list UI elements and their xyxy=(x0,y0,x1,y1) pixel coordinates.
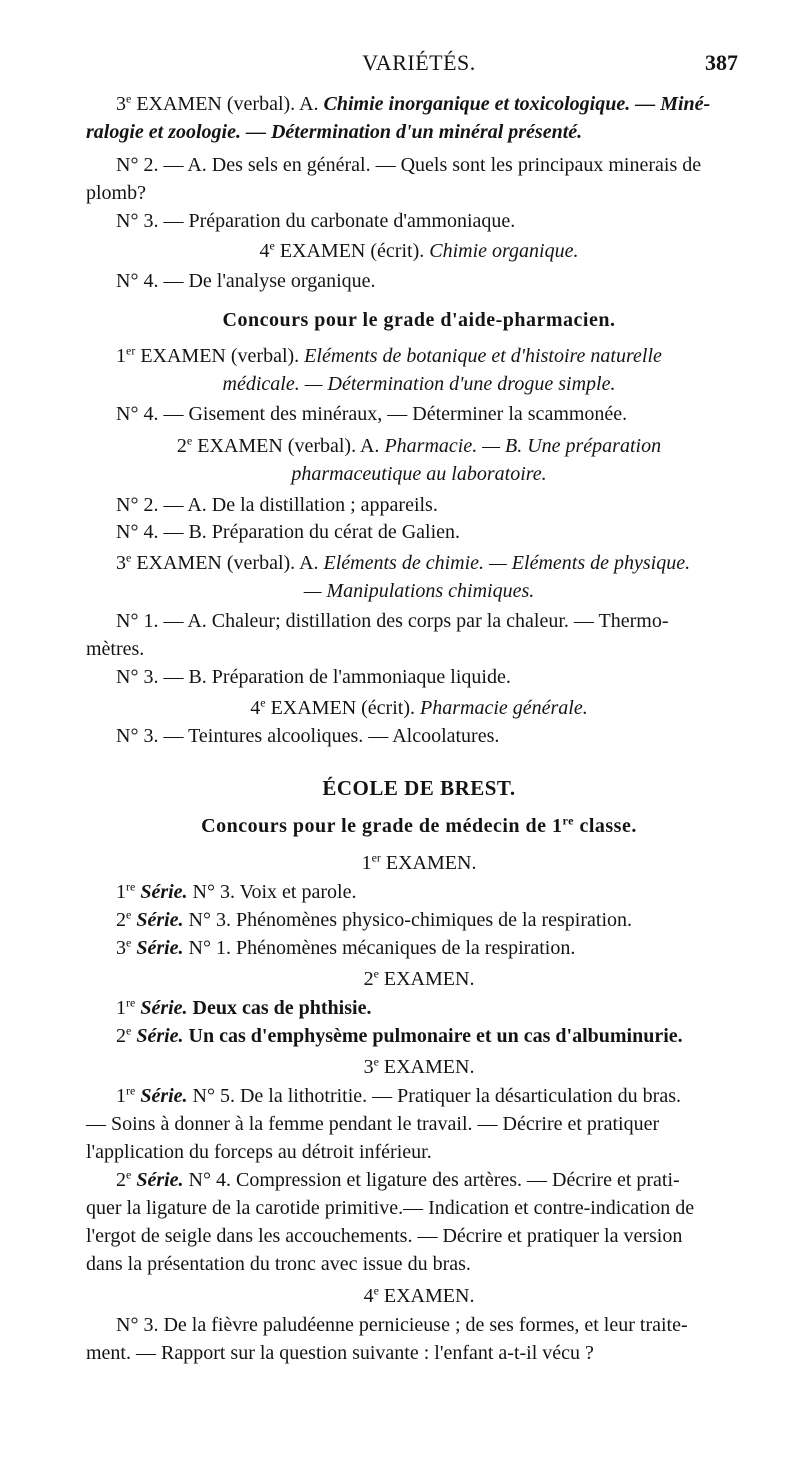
exam-label: EXAMEN. xyxy=(378,1285,475,1307)
ordinal-sup: e xyxy=(126,550,132,565)
ordinal-sup: re xyxy=(562,813,574,828)
series-label: Série. xyxy=(135,1085,188,1107)
question-n4: N° 4. — Gisement des minéraux, — Déterminer la scammonée. xyxy=(116,403,628,425)
series-1-cont2: l'application du forceps au détroit inférieur. xyxy=(86,1141,432,1163)
title-text-end: classe. xyxy=(573,815,637,837)
series-label: Série. xyxy=(135,881,188,903)
exam-subject: Chimie organique. xyxy=(429,240,579,262)
question-n3: N° 3. De la fièvre paludéenne pernicieuse ; de ses formes, et leur traite- xyxy=(116,1314,688,1336)
exam-number: 4 xyxy=(250,697,261,719)
series-text: N° 3. Voix et parole. xyxy=(187,881,357,903)
exam-number: 3 xyxy=(116,552,126,574)
exam-subject: Eléments de chimie. — Eléments de physique. xyxy=(323,552,691,574)
exam-number: 2 xyxy=(176,435,187,457)
ordinal-sup: er xyxy=(371,850,381,865)
exam-2-heading xyxy=(86,965,752,993)
series-label: Série. xyxy=(131,937,184,959)
series-label: Série. xyxy=(135,997,188,1019)
series-2 xyxy=(86,1022,752,1050)
exam-label: EXAMEN (écrit). xyxy=(265,697,420,719)
ordinal-sup: e xyxy=(260,695,266,710)
exam-number: 1 xyxy=(361,852,372,874)
exam-subject: Eléments de botanique et d'histoire naturelle xyxy=(304,345,662,367)
series-text: N° 5. De la lithotritie. — Pratiquer la désarticulation du bras. xyxy=(187,1085,681,1107)
exam-4-heading xyxy=(86,1282,752,1310)
series-1-cont: — Soins à donner à la femme pendant le travail. — Décrire et pratiquer xyxy=(86,1113,660,1135)
series-2-cont3: dans la présentation du tronc avec issue du bras. xyxy=(86,1253,471,1275)
exam-label: EXAMEN (verbal). A. xyxy=(131,552,324,574)
page-number: 387 xyxy=(705,50,738,75)
question-n3: N° 3. — Préparation du carbonate d'ammoniaque. xyxy=(116,210,516,232)
question-n3-cont: ment. — Rapport sur la question suivante : l'enfant a-t-il vécu ? xyxy=(86,1342,594,1364)
exam-number: 4 xyxy=(363,1285,374,1307)
running-title: VARIÉTÉS. xyxy=(362,50,476,75)
ordinal-sup: e xyxy=(126,1167,132,1182)
exam-1-subject-cont: médicale. — Détermination d'une drogue simple. xyxy=(222,373,616,395)
exam-label: EXAMEN. xyxy=(378,968,475,990)
series-text: N° 4. Compression et ligature des artères. — Décrire et prati- xyxy=(183,1169,680,1191)
ordinal-sup: e xyxy=(373,1054,379,1069)
exam-1-heading xyxy=(86,849,752,877)
concours-medecin-title xyxy=(86,812,752,840)
ordinal-sup: e xyxy=(186,433,193,448)
exam-subject: Pharmacie générale. xyxy=(420,697,588,719)
series-text: Un cas d'emphysème pulmonaire et un cas d'albuminurie. xyxy=(183,1025,683,1047)
series-2 xyxy=(86,1166,752,1194)
series-3 xyxy=(86,934,752,962)
series-text: N° 1. Phénomènes mécaniques de la respiration. xyxy=(183,937,576,959)
exam-4-heading xyxy=(86,237,752,265)
series-label: Série. xyxy=(131,909,184,931)
question-n4b: N° 4. — B. Préparation du cérat de Galien. xyxy=(116,521,461,543)
ordinal-sup: e xyxy=(373,966,379,981)
series-2-cont: quer la ligature de la carotide primitive.— Indication et contre-indication de xyxy=(86,1197,695,1219)
school-title: ÉCOLE DE BREST. xyxy=(322,776,516,800)
ordinal-sup: e xyxy=(126,1023,132,1038)
exam-3-heading xyxy=(86,90,752,118)
exam-3-subject-cont: — Manipulations chimiques. xyxy=(303,580,535,602)
concours-aide-pharmacien-title: Concours pour le grade d'aide-pharmacien. xyxy=(222,309,616,331)
question-n1: N° 1. — A. Chaleur; distillation des corps par la chaleur. — Thermo- xyxy=(116,610,669,632)
series-text: Deux cas de phthisie. xyxy=(187,997,372,1019)
series-text: N° 3. Phénomènes physico-chimiques de la respiration. xyxy=(183,909,633,931)
series-1 xyxy=(86,1082,752,1110)
exam-2-subject-cont: pharmaceutique au laboratoire. xyxy=(291,463,547,485)
question-n3b: N° 3. — Teintures alcooliques. — Alcoolatures. xyxy=(116,725,500,747)
ordinal-sup: er xyxy=(126,343,136,358)
ordinal-sup: e xyxy=(126,907,132,922)
exam-4-heading xyxy=(86,694,752,722)
exam-number: 2 xyxy=(363,968,374,990)
series-2 xyxy=(86,906,752,934)
exam-label: EXAMEN. xyxy=(378,1056,475,1078)
exam-label: EXAMEN (verbal). xyxy=(135,345,305,367)
exam-number: 1 xyxy=(116,345,126,367)
exam-label: EXAMEN (verbal). A. xyxy=(131,93,324,115)
series-number: 1 xyxy=(116,997,126,1019)
exam-label: EXAMEN (écrit). xyxy=(274,240,430,262)
exam-3-subject-cont: ralogie et zoologie. — Détermination d'un minéral présenté. xyxy=(86,121,583,143)
exam-2-heading xyxy=(86,432,752,460)
series-number: 2 xyxy=(116,1025,126,1047)
exam-subject: Chimie inorganique et toxicologique. — Miné- xyxy=(323,93,711,115)
ordinal-sup: e xyxy=(126,935,132,950)
exam-label: EXAMEN (verbal). A. xyxy=(192,435,385,457)
series-number: 3 xyxy=(116,937,126,959)
exam-3-heading xyxy=(86,549,752,577)
series-label: Série. xyxy=(131,1025,184,1047)
exam-number: 3 xyxy=(116,93,126,115)
question-n1-cont: mètres. xyxy=(86,638,145,660)
question-n2: N° 2. — A. Des sels en général. — Quels sont les principaux minerais de xyxy=(116,154,702,176)
question-n2-cont: plomb? xyxy=(86,182,146,204)
ordinal-sup: e xyxy=(373,1283,379,1298)
exam-number: 3 xyxy=(363,1056,374,1078)
exam-1-heading xyxy=(86,342,752,370)
series-number: 2 xyxy=(116,909,126,931)
ordinal-sup: re xyxy=(126,879,136,894)
question-n2: N° 2. — A. De la distillation ; appareils. xyxy=(116,494,438,516)
question-n3: N° 3. — B. Préparation de l'ammoniaque liquide. xyxy=(116,666,511,688)
series-label: Série. xyxy=(131,1169,184,1191)
ordinal-sup: e xyxy=(126,91,132,106)
exam-3-heading xyxy=(86,1053,752,1081)
series-1 xyxy=(86,994,752,1022)
series-2-cont2: l'ergot de seigle dans les accouchements. — Décrire et pratiquer la version xyxy=(86,1225,683,1247)
ordinal-sup: e xyxy=(269,238,275,253)
ordinal-sup: re xyxy=(126,1083,136,1098)
exam-number: 4 xyxy=(259,240,270,262)
title-text: Concours pour le grade de médecin de 1 xyxy=(201,815,563,837)
ordinal-sup: re xyxy=(126,995,136,1010)
series-1 xyxy=(86,878,752,906)
series-number: 2 xyxy=(116,1169,126,1191)
exam-subject: Pharmacie. — B. Une préparation xyxy=(384,435,662,457)
running-header xyxy=(86,50,752,80)
series-number: 1 xyxy=(116,881,126,903)
exam-label: EXAMEN. xyxy=(380,852,477,874)
series-number: 1 xyxy=(116,1085,126,1107)
question-n4: N° 4. — De l'analyse organique. xyxy=(116,270,376,292)
